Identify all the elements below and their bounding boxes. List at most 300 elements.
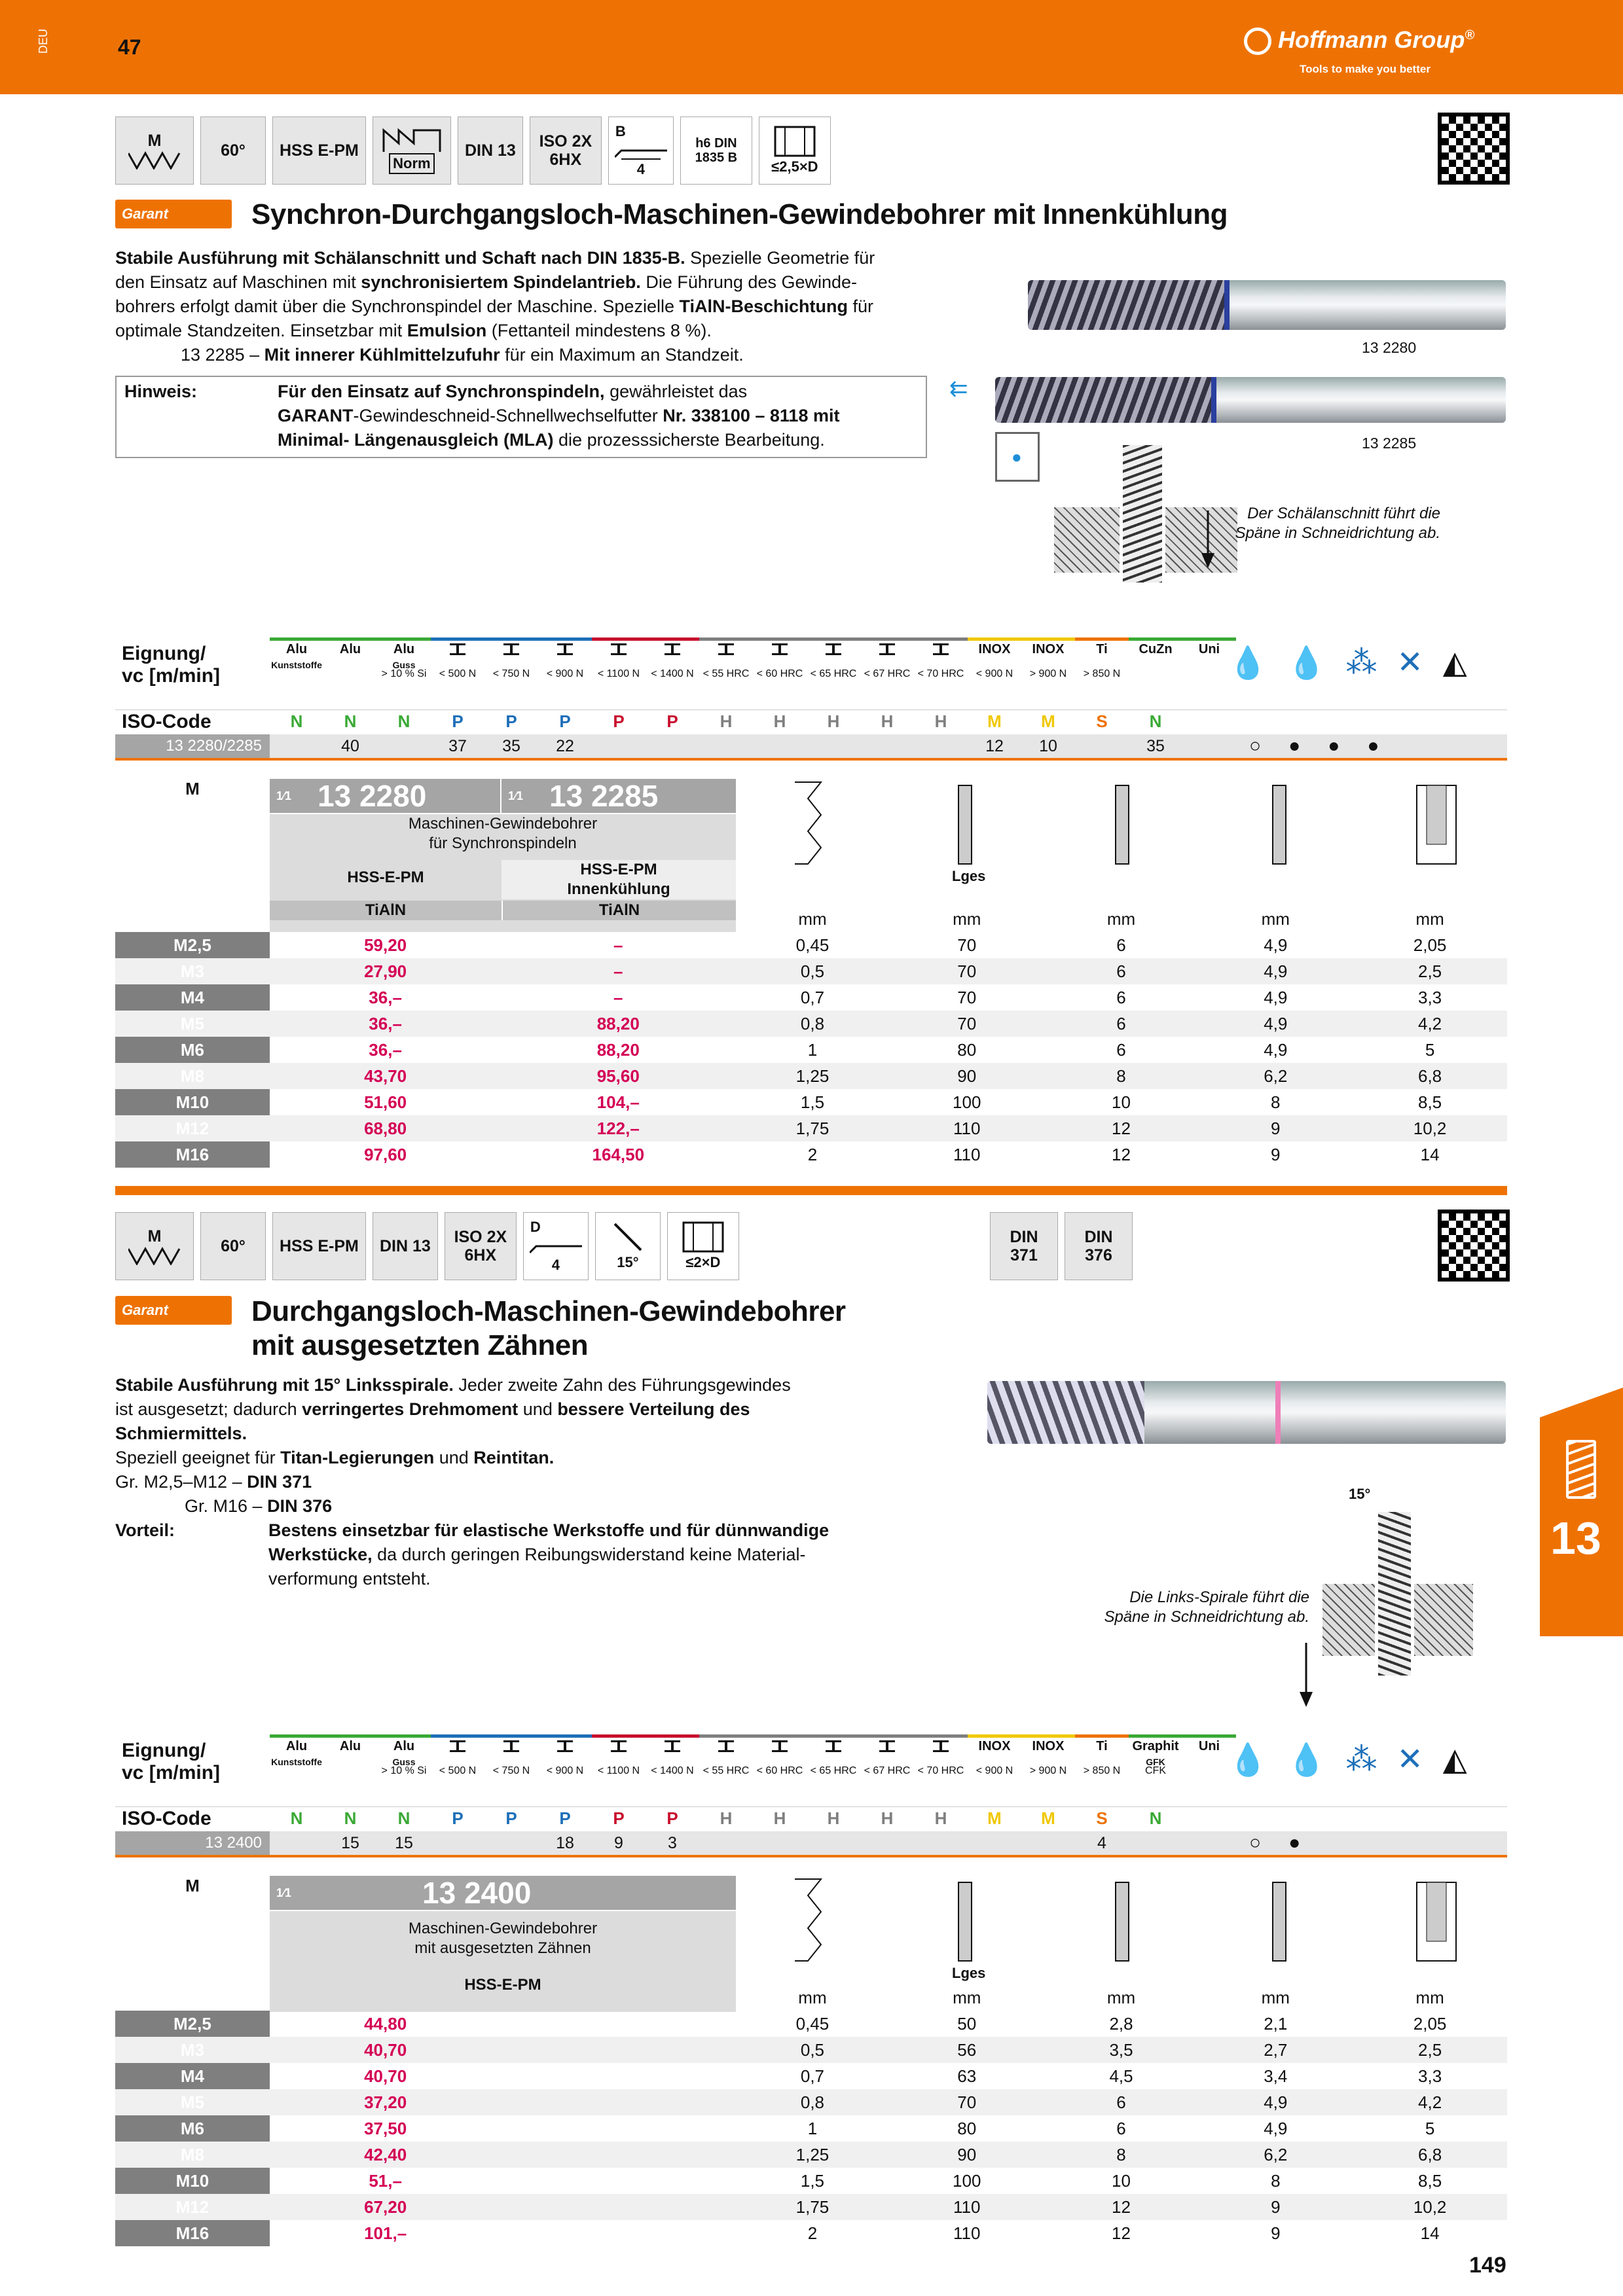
material-cell: < 1100 N bbox=[592, 1734, 646, 1774]
price-cell bbox=[501, 2037, 735, 2063]
table-row bbox=[115, 2115, 1507, 2142]
dim-cell: 3,3 bbox=[1418, 2066, 1442, 2086]
dim-cell: 70 bbox=[890, 958, 1044, 984]
dim-cell: 6 bbox=[1116, 1039, 1126, 1060]
vc-value bbox=[270, 737, 323, 756]
dim-cell: 8 bbox=[1044, 2142, 1199, 2168]
table-row bbox=[115, 2011, 1507, 2037]
material-cell: Ti > 850 N bbox=[1075, 637, 1129, 677]
dim-cell: 5 bbox=[1425, 1039, 1435, 1060]
unit-cell: mm bbox=[1106, 1987, 1136, 2007]
article-header-132400: 1⁄1 13 2400 bbox=[270, 1876, 736, 1910]
iso-cell: N bbox=[344, 711, 357, 731]
size-cell: M16 bbox=[115, 2220, 270, 2246]
cutting-illustration-2 bbox=[1322, 1499, 1473, 1715]
table-row bbox=[115, 1115, 1507, 1141]
iso-cell: M bbox=[987, 1808, 1002, 1828]
product-table-2 bbox=[115, 1984, 1507, 2246]
dim-cell: 1,5 bbox=[800, 2170, 825, 2191]
suitability-label-2: Eignung/ bbox=[122, 1740, 206, 1761]
vc-label: vc [m/min] bbox=[122, 665, 221, 687]
price-cell: 122,– bbox=[501, 1115, 735, 1141]
dim-cell: 2,1 bbox=[1264, 2013, 1288, 2034]
steel-profile-icon bbox=[860, 1739, 914, 1755]
size-cell: M3 bbox=[115, 958, 270, 984]
iso-cell: H bbox=[934, 1808, 947, 1828]
iso-cell: H bbox=[720, 1808, 733, 1828]
steel-profile-icon bbox=[753, 642, 807, 658]
material-cell: INOX > 900 N bbox=[1021, 637, 1075, 677]
vc-value bbox=[968, 1834, 1021, 1853]
material-cell: INOX > 900 N bbox=[1021, 1734, 1075, 1774]
qr-code[interactable] bbox=[1438, 113, 1510, 185]
iso-cell: P bbox=[613, 1808, 625, 1828]
chamfer-form-symbol: B 4 bbox=[608, 117, 674, 185]
vc-value: 40 bbox=[341, 736, 359, 755]
depth-symbol-2: ≤2×D bbox=[667, 1212, 739, 1280]
dim-cell: 14 bbox=[1420, 2223, 1440, 2243]
iso-cell: N bbox=[344, 1808, 357, 1828]
emulsion-drop-icon: 💧 bbox=[1286, 646, 1326, 681]
dim-cell: 4,9 bbox=[1198, 958, 1353, 984]
dim-cell: 110 bbox=[890, 1115, 1044, 1141]
steel-profile-icon bbox=[914, 642, 968, 658]
price-cell[interactable]: 36,– bbox=[369, 987, 402, 1007]
dim-cell: 10 bbox=[1112, 2170, 1131, 2191]
qr-code-2[interactable] bbox=[1438, 1210, 1510, 1282]
dim-cell: 0,45 bbox=[795, 2013, 830, 2034]
material-cell: Uni bbox=[1182, 637, 1236, 677]
dim-cell: 2,7 bbox=[1198, 2037, 1353, 2063]
dim-cell: 110 bbox=[890, 2194, 1044, 2220]
dim-cell: 0,7 bbox=[800, 2066, 825, 2086]
price-cell[interactable]: 40,70 bbox=[364, 2066, 407, 2086]
oil-drop-icon: 💧 bbox=[1228, 1743, 1267, 1778]
material-cell: < 67 HRC bbox=[860, 637, 914, 677]
size-cell: M6 bbox=[115, 1037, 270, 1063]
dim-cell: 1,25 bbox=[735, 1063, 890, 1089]
price-cell[interactable]: 42,40 bbox=[270, 2142, 501, 2168]
iso-cell: P bbox=[452, 1808, 464, 1828]
emulsion-drop-icon: 💧 bbox=[1286, 1743, 1326, 1778]
material-cell: < 1400 N bbox=[646, 1734, 699, 1774]
iso-cell: H bbox=[934, 711, 947, 731]
table-row bbox=[115, 2168, 1507, 2194]
dim-cell: 100 bbox=[953, 2170, 981, 2191]
dim-cell: 0,5 bbox=[735, 958, 890, 984]
dim-cell: 8 bbox=[1044, 1063, 1199, 1089]
dim-cell: 6 bbox=[1044, 2089, 1199, 2115]
price-cell[interactable]: 51,60 bbox=[364, 1092, 407, 1112]
din-symbols bbox=[990, 1212, 1133, 1280]
price-cell[interactable]: 43,70 bbox=[270, 1063, 501, 1089]
product-table-1 bbox=[115, 906, 1507, 1168]
iso-cell: H bbox=[827, 711, 840, 731]
iso-cell: N bbox=[1149, 711, 1162, 731]
coolant-icons-2 bbox=[1228, 1741, 1467, 1778]
dim-cell: 4,2 bbox=[1353, 1011, 1507, 1037]
iso-cell: H bbox=[827, 1808, 840, 1828]
material-cell: < 55 HRC bbox=[699, 637, 753, 677]
price-cell[interactable]: 68,80 bbox=[270, 1115, 501, 1141]
price-cell bbox=[501, 2063, 735, 2089]
vc-value bbox=[592, 737, 646, 756]
suitability-block-1 bbox=[115, 637, 1507, 759]
tool-image-132285 bbox=[995, 377, 1506, 423]
din376-symbol: DIN 376 bbox=[1065, 1212, 1133, 1280]
advantage-label: Vorteil: bbox=[115, 1520, 175, 1540]
dim-cell: 1,25 bbox=[735, 2142, 890, 2168]
dim-cell: 5 bbox=[1425, 2118, 1435, 2138]
vc-value bbox=[377, 737, 431, 756]
unit-cell: mm bbox=[1261, 908, 1290, 929]
iso-cell: N bbox=[397, 1808, 410, 1828]
thread-angle-symbol: 60° bbox=[200, 117, 266, 185]
article-header-132285: 1⁄1 13 2285 bbox=[501, 779, 736, 813]
size-cell: M10 bbox=[115, 2168, 270, 2194]
symbol-row-2 bbox=[115, 1212, 739, 1280]
dim-cell: 2,5 bbox=[1353, 2037, 1507, 2063]
product-title-1: Synchron-Durchgangsloch-Maschinen-Gewindebohrer mit Innenkühlung bbox=[251, 198, 1228, 230]
dim-cell: 12 bbox=[1044, 2194, 1199, 2220]
price-cell bbox=[501, 2011, 735, 2037]
dim-cell: 10 bbox=[1112, 1092, 1131, 1112]
dry-icon: ◭ bbox=[1442, 645, 1467, 680]
price-cell[interactable]: 36,– bbox=[270, 1011, 501, 1037]
price-cell[interactable]: 37,20 bbox=[270, 2089, 501, 2115]
dim-cell: 0,8 bbox=[735, 1011, 890, 1037]
material-cell: Graphit GFK CFK bbox=[1129, 1734, 1182, 1774]
price-cell bbox=[501, 2168, 735, 2194]
table-row bbox=[115, 2063, 1507, 2089]
dim-cell: 4,9 bbox=[1198, 1011, 1353, 1037]
shank-diameter-drawing bbox=[1103, 779, 1142, 870]
mist-icon: ⁂ bbox=[1345, 1742, 1377, 1777]
material-cell: < 500 N bbox=[431, 637, 484, 677]
iso-row-2 bbox=[270, 1808, 1236, 1829]
dim-cell: 12 bbox=[1112, 2223, 1131, 2243]
vc-value bbox=[1021, 1834, 1075, 1853]
iso-cell: N bbox=[290, 711, 303, 731]
dim-cell: 110 bbox=[953, 1144, 981, 1164]
material-cell: < 70 HRC bbox=[914, 637, 968, 677]
coolant-value: ● bbox=[1367, 735, 1379, 757]
steel-profile-icon bbox=[807, 642, 860, 658]
coolant-value: ○ bbox=[1249, 1832, 1262, 1854]
material-grid-1 bbox=[270, 637, 1236, 677]
dim-cell: 0,8 bbox=[735, 2089, 890, 2115]
steel-profile-icon bbox=[807, 1739, 860, 1755]
note-box: Hinweis: Für den Einsatz auf Synchronspindeln, gewährleistet das GARANT-Gewindeschneid-Schnellwechselfutter Nr. 338100 – 8118 mit Minimal- Längenausgleich (MLA) die prozesssicherste Bearbeitung. bbox=[115, 376, 927, 458]
unit-cell: mm bbox=[1261, 1987, 1290, 2007]
material-cell: INOX < 900 N bbox=[968, 637, 1021, 677]
table2-subheader: Maschinen-Gewindebohrer mit ausgesetzten Zähnen HSS-E-PM bbox=[270, 1911, 736, 2012]
vc-value bbox=[270, 1834, 323, 1853]
material-cell: < 70 HRC bbox=[914, 1734, 968, 1774]
internal-coolant-icon: ● bbox=[995, 432, 1040, 482]
price-cell[interactable]: 40,70 bbox=[270, 2037, 501, 2063]
iso-cell: M bbox=[1041, 1808, 1055, 1828]
vc-value bbox=[646, 737, 699, 756]
unit-cell: mm bbox=[1415, 908, 1444, 929]
iso-cell: N bbox=[397, 711, 410, 731]
vc-label-2: vc [m/min] bbox=[122, 1762, 221, 1784]
dim-cell: 50 bbox=[957, 2013, 977, 2034]
steel-profile-icon bbox=[592, 642, 646, 658]
table-row bbox=[115, 1063, 1507, 1089]
price-cell: 88,20 bbox=[501, 1011, 735, 1037]
material-cell: < 750 N bbox=[484, 1734, 538, 1774]
dim-cell: 2,05 bbox=[1413, 2013, 1447, 2034]
brand-name: Hoffmann Group bbox=[1278, 26, 1465, 53]
dim-cell: 1,5 bbox=[800, 1092, 825, 1112]
iso-cell bbox=[1182, 1808, 1236, 1829]
material-cell: < 55 HRC bbox=[699, 1734, 753, 1774]
vc-value: 15 bbox=[341, 1833, 359, 1852]
dim-cell: 8 bbox=[1271, 1092, 1281, 1112]
material-cell: < 65 HRC bbox=[807, 1734, 860, 1774]
material-cell: < 750 N bbox=[484, 637, 538, 677]
suitability-label: Eignung/ bbox=[122, 643, 206, 664]
table1-subheader: Maschinen-Gewindebohrer für Synchronspindeln HSS-E-PM HSS-E-PM Innenkühlung TiAlN TiAlN bbox=[270, 814, 736, 932]
size-cell: M16 bbox=[115, 1141, 270, 1168]
iso-cell: H bbox=[773, 1808, 786, 1828]
size-cell: M10 bbox=[115, 1089, 270, 1115]
suitability-block-2 bbox=[115, 1734, 1507, 1856]
vc-value: 35 bbox=[1146, 736, 1165, 755]
page-number-top: 47 bbox=[118, 35, 141, 59]
dim-cell: 3,5 bbox=[1044, 2037, 1199, 2063]
price-cell[interactable]: 59,20 bbox=[364, 935, 407, 955]
values-row-1 bbox=[115, 734, 1507, 758]
note-label: Hinweis: bbox=[124, 382, 198, 401]
coolant-arrows-icon: ⇇ bbox=[949, 376, 968, 401]
price-cell: 164,50 bbox=[592, 1144, 645, 1164]
price-cell: 88,20 bbox=[596, 1039, 640, 1060]
lges-label-2: Lges bbox=[952, 1965, 986, 1981]
price-cell[interactable]: 36,– bbox=[369, 1039, 402, 1060]
table-row bbox=[115, 2194, 1507, 2220]
dim-cell: 6,8 bbox=[1353, 2142, 1507, 2168]
material-cell: Ti > 850 N bbox=[1075, 1734, 1129, 1774]
size-cell: M6 bbox=[115, 2115, 270, 2142]
table-row bbox=[115, 1089, 1507, 1115]
size-cell: M8 bbox=[115, 2142, 270, 2168]
dim-cell: 10,2 bbox=[1353, 2194, 1507, 2220]
vc-value bbox=[1182, 1834, 1236, 1853]
table-row bbox=[115, 2089, 1507, 2115]
price-cell: 104,– bbox=[596, 1092, 640, 1112]
dim-cell: 4,9 bbox=[1264, 935, 1288, 955]
material-cell: CuZn bbox=[1129, 637, 1182, 677]
din13-symbol: DIN 13 bbox=[458, 117, 523, 185]
size-cell: M5 bbox=[115, 1011, 270, 1037]
product-title-2: Durchgangsloch-Maschinen-Gewindebohrer mit ausgesetzten Zähnen bbox=[251, 1295, 846, 1361]
unit-cell: mm bbox=[953, 1987, 981, 2007]
price-cell[interactable]: 27,90 bbox=[270, 958, 501, 984]
dim-cell: 70 bbox=[890, 2089, 1044, 2115]
iso-cell: S bbox=[1096, 1808, 1108, 1828]
table-row bbox=[115, 2142, 1507, 2168]
dim-cell: 6,8 bbox=[1353, 1063, 1507, 1089]
iso-cell: P bbox=[613, 711, 625, 731]
coolant-value: ● bbox=[1288, 735, 1301, 757]
dim-cell: 2 bbox=[807, 1144, 818, 1164]
dim-cell: 2 bbox=[807, 2223, 818, 2243]
material-cell: < 60 HRC bbox=[753, 1734, 807, 1774]
vc-value: 18 bbox=[556, 1833, 574, 1852]
dim-cell: 9 bbox=[1198, 2194, 1353, 2220]
vc-value bbox=[699, 1834, 753, 1853]
tool-image-132400 bbox=[987, 1381, 1506, 1444]
table-row bbox=[115, 1037, 1507, 1063]
dim-cell: 80 bbox=[957, 1039, 977, 1060]
vc-value bbox=[1129, 1834, 1182, 1853]
vc-value bbox=[431, 1834, 484, 1853]
price-cell bbox=[501, 2194, 735, 2220]
dim-cell: 70 bbox=[957, 935, 977, 955]
steel-profile-icon bbox=[646, 642, 699, 658]
size-cell: M5 bbox=[115, 2089, 270, 2115]
iso-cell: N bbox=[1149, 1808, 1162, 1828]
vc-value bbox=[860, 737, 914, 756]
dim-cell: 6 bbox=[1116, 987, 1126, 1007]
section-divider bbox=[115, 1186, 1507, 1195]
mist-icon: ⁂ bbox=[1345, 645, 1377, 680]
shank-symbol: h6 DIN 1835 B bbox=[680, 117, 752, 185]
vc-value: 9 bbox=[614, 1833, 623, 1852]
price-cell[interactable]: 44,80 bbox=[364, 2013, 407, 2034]
vc-value bbox=[914, 737, 968, 756]
price-cell[interactable]: 67,20 bbox=[270, 2194, 501, 2220]
steel-profile-icon bbox=[646, 1739, 699, 1755]
dim-cell: 3,4 bbox=[1264, 2066, 1288, 2086]
price-cell: – bbox=[613, 987, 623, 1007]
dim-cell: 63 bbox=[957, 2066, 977, 2086]
coolant-value: ○ bbox=[1249, 735, 1262, 757]
dim-cell: 2,8 bbox=[1109, 2013, 1133, 2034]
coolant-values-1 bbox=[1249, 735, 1379, 757]
mql-icon: ✕ bbox=[1396, 645, 1423, 680]
length-drawing bbox=[945, 779, 985, 870]
garant-logo: Garant bbox=[115, 200, 232, 228]
price-cell[interactable]: 37,50 bbox=[364, 2118, 407, 2138]
dim-cell: 80 bbox=[957, 2118, 977, 2138]
vc-value bbox=[860, 1834, 914, 1853]
size-cell: M2,5 bbox=[115, 2011, 270, 2037]
dim-cell: 4,9 bbox=[1264, 987, 1288, 1007]
page-number-bottom: 149 bbox=[1469, 2253, 1506, 2278]
material-cell: Alu bbox=[323, 637, 377, 677]
description-2: Stabile Ausführung mit 15° Linksspirale. Jeder zweite Zahn des Führungsgewindes ist ausgesetzt; dadurch verringertes Drehmoment und bessere Verteilung des Schmiermittels. Speziell geeignet für Titan-Legierungen und Reintitan. Gr. M2,5–M12 – DIN 371 Gr. M16 – DIN 376 Vorteil: Bestens einsetzbar für elastische Werkstoffe und für dünnwandige Werkstücke, da durch geringen Reibungswiderstand keine Material- verformung entsteht. bbox=[115, 1373, 966, 1591]
dim-cell: 3,3 bbox=[1418, 987, 1442, 1007]
material-cell: < 900 N bbox=[538, 1734, 592, 1774]
material-grid-2 bbox=[270, 1734, 1236, 1774]
price-cell[interactable]: 51,– bbox=[369, 2170, 402, 2191]
material-cell: < 60 HRC bbox=[753, 637, 807, 677]
metric-thread-symbol-2: M bbox=[115, 1212, 194, 1280]
tool-image-132280 bbox=[1028, 280, 1506, 330]
iso-cell: H bbox=[773, 711, 786, 731]
size-cell: M2,5 bbox=[115, 932, 270, 958]
dim-cell: 1,75 bbox=[735, 1115, 890, 1141]
coolant-icons-1 bbox=[1228, 644, 1467, 681]
material-cell: < 500 N bbox=[431, 1734, 484, 1774]
dim-cell: 70 bbox=[957, 987, 977, 1007]
dim-cell: 1 bbox=[807, 2118, 818, 2138]
values-row-label: 13 2280/2285 bbox=[115, 734, 270, 758]
dim-cell: 12 bbox=[1112, 1144, 1131, 1164]
price-cell[interactable]: 97,60 bbox=[364, 1144, 407, 1164]
steel-profile-icon bbox=[860, 642, 914, 658]
vc-value bbox=[1182, 737, 1236, 756]
material-cell: Alu Kunststoffe bbox=[270, 1734, 323, 1774]
values-row-label-2: 13 2400 bbox=[115, 1831, 270, 1855]
dim-cell: 9 bbox=[1198, 1115, 1353, 1141]
material-cell: < 900 N bbox=[538, 637, 592, 677]
chamfer-form-symbol-2: D 4 bbox=[523, 1212, 589, 1280]
size-cell: M8 bbox=[115, 1063, 270, 1089]
dim-cell: 12 bbox=[1044, 1115, 1199, 1141]
dim-cell: 1 bbox=[807, 1039, 818, 1060]
material-cell: Uni bbox=[1182, 1734, 1236, 1774]
iso-cell: H bbox=[720, 711, 733, 731]
unit-cell: mm bbox=[1415, 1987, 1444, 2007]
din13-symbol-2: DIN 13 bbox=[373, 1212, 438, 1280]
steel-profile-icon bbox=[484, 642, 538, 658]
material-cell: Alu Guss > 10 % Si bbox=[377, 637, 431, 677]
values-row-2 bbox=[115, 1831, 1507, 1855]
vc-value bbox=[807, 737, 860, 756]
coolant-values-2 bbox=[1249, 1832, 1355, 1854]
steel-profile-icon bbox=[431, 1739, 484, 1755]
symbol-row-1 bbox=[115, 117, 831, 185]
price-cell[interactable]: 101,– bbox=[364, 2223, 407, 2243]
dim-cell: 6 bbox=[1044, 1011, 1199, 1037]
vc-value bbox=[1075, 737, 1129, 756]
table2-m-header: M bbox=[185, 1876, 200, 1895]
caption-2: Die Links-Spirale führt die Späne in Schneidrichtung ab. bbox=[1104, 1588, 1309, 1626]
price-cell bbox=[501, 2115, 735, 2142]
vc-value: 35 bbox=[502, 736, 520, 755]
table-row bbox=[115, 958, 1507, 984]
dim-cell: 6 bbox=[1044, 958, 1199, 984]
price-cell: 95,60 bbox=[501, 1063, 735, 1089]
iso-cell: M bbox=[1041, 711, 1055, 731]
spiral-angle-symbol: 15° bbox=[595, 1212, 661, 1280]
tool-label-132285: 13 2285 bbox=[1362, 435, 1417, 452]
din371-symbol: DIN 371 bbox=[990, 1212, 1058, 1280]
logo-icon bbox=[1244, 27, 1271, 55]
dimension-drawings-1 bbox=[736, 779, 1507, 910]
material-symbol-2: HSS E-PM bbox=[272, 1212, 366, 1280]
price-cell bbox=[501, 2089, 735, 2115]
tap-icon bbox=[1566, 1440, 1596, 1499]
vc-value: 3 bbox=[668, 1833, 677, 1852]
brand-reg: ® bbox=[1465, 28, 1475, 43]
iso-cell: P bbox=[505, 711, 517, 731]
dim-cell: 8,5 bbox=[1418, 1092, 1442, 1112]
description-1: Stabile Ausführung mit Schälanschnitt und Schaft nach DIN 1835-B. Spezielle Geometrie für den Einsatz auf Maschinen mit synchronisiertem Spindelantrieb. Die Führung des Gewinde- bohrers erfolgt damit über die Synchronspindel der Maschine. Spezielle TiAlN-Beschichtung für optimale Standzeiten. Einsetzbar mit Emulsion (Fettanteil mindestens 8 %). 13 2285 – Mit innerer Kühlmittelzufuhr für ein Maximum an Standzeit. bbox=[115, 248, 875, 365]
dim-cell: 70 bbox=[890, 1011, 1044, 1037]
vc-value: 10 bbox=[1039, 736, 1057, 755]
dim-cell: 90 bbox=[890, 2142, 1044, 2168]
dim-cell: 6 bbox=[1116, 935, 1126, 955]
dim-cell: 8 bbox=[1271, 2170, 1281, 2191]
unit-cell: mm bbox=[798, 1987, 827, 2007]
iso-cell: P bbox=[452, 711, 464, 731]
steel-profile-icon bbox=[538, 1739, 592, 1755]
